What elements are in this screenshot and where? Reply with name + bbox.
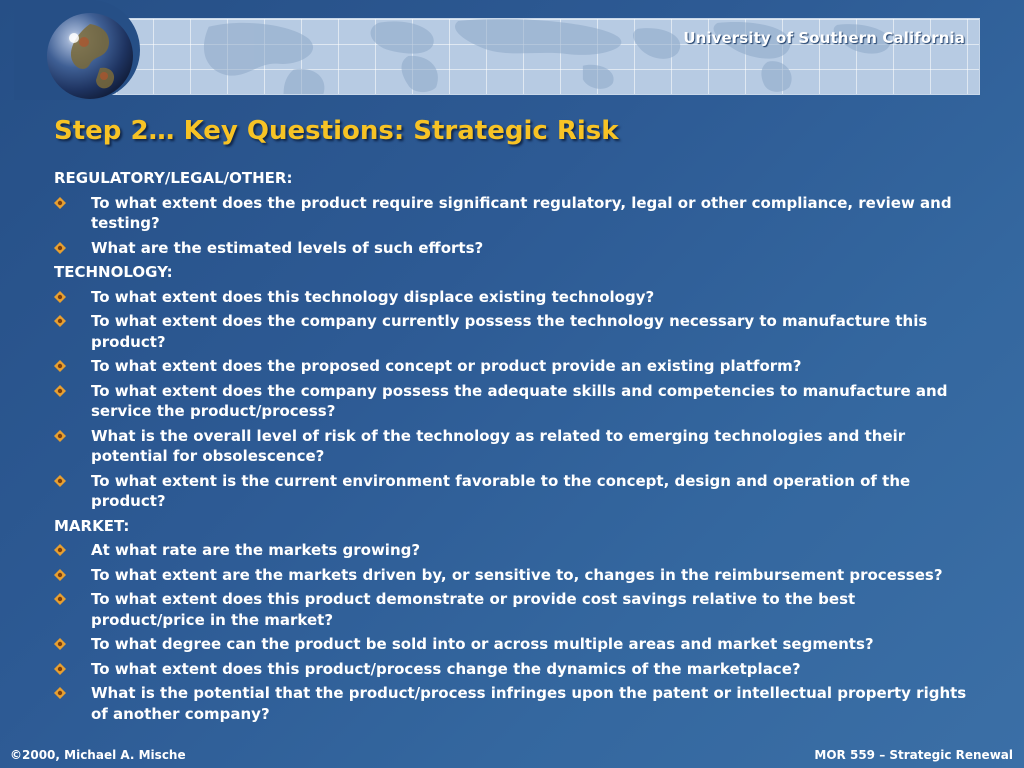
slide-content [54, 168, 974, 728]
globe-icon [46, 12, 134, 100]
bullet-item [54, 565, 974, 586]
bullet-text: To what extent does this product/process change the dynamics of the marketplace? [91, 659, 801, 678]
orange-diamond-bullet-icon [54, 430, 66, 442]
orange-diamond-bullet-icon [54, 242, 66, 254]
bullet-text: To what extent does the proposed concept or product provide an existing platform? [91, 357, 802, 375]
orange-diamond-bullet-icon [54, 360, 66, 372]
university-name: University of Southern California [683, 29, 965, 47]
orange-diamond-bullet-icon [54, 663, 66, 675]
section-heading-technology: TECHNOLOGY: [54, 263, 173, 281]
bullet-item [54, 238, 974, 259]
bullet-text: To what extent does this product demonstrate or provide cost savings relative to the best product/price in the market? [91, 590, 856, 629]
orange-diamond-bullet-icon [54, 197, 66, 209]
bullet-text: What is the overall level of risk of the technology as related to emerging technologies and their potential for obsolescence? [91, 426, 906, 465]
bullet-text: To what extent does the company currently possess the technology necessary to manufacture this product? [91, 312, 928, 351]
bullet-item [54, 659, 974, 680]
bullet-item [54, 471, 974, 512]
bullet-item [54, 540, 974, 561]
bullet-text: To what extent does the company possess the adequate skills and competencies to manufacture and service the product/process? [91, 381, 948, 420]
orange-diamond-bullet-icon [54, 593, 66, 605]
bullet-text: To what degree can the product be sold into or across multiple areas and market segments? [91, 635, 874, 653]
bullet-item [54, 634, 974, 655]
footer-course: MOR 559 – Strategic Renewal [814, 748, 1013, 762]
bullet-text: What is the potential that the product/process infringes upon the patent or intellectual property rights of another company? [91, 684, 967, 723]
section-heading-market: MARKET: [54, 516, 130, 535]
bullet-text: At what rate are the markets growing? [91, 541, 421, 559]
bullet-item [54, 683, 974, 724]
bullet-item [54, 589, 974, 630]
orange-diamond-bullet-icon [54, 687, 66, 699]
globe-badge [14, 0, 140, 100]
bullet-text: What are the estimated levels of such efforts? [91, 238, 484, 257]
orange-diamond-bullet-icon [54, 385, 66, 397]
orange-diamond-bullet-icon [54, 544, 66, 556]
header-banner [78, 18, 980, 95]
bullet-item [54, 287, 974, 308]
orange-diamond-bullet-icon [54, 475, 66, 487]
slide-title: Step 2… Key Questions: Strategic Risk [54, 116, 619, 146]
bullet-text: To what extent does the product require significant regulatory, legal or other compliance, review and testing? [91, 193, 952, 232]
bullet-text: To what extent is the current environment favorable to the concept, design and operation of the product? [91, 471, 911, 510]
orange-diamond-bullet-icon [54, 569, 66, 581]
orange-diamond-bullet-icon [54, 315, 66, 327]
bullet-item [54, 356, 974, 377]
bullet-item [54, 381, 974, 422]
orange-diamond-bullet-icon [54, 638, 66, 650]
bullet-text: To what extent does this technology displace existing technology? [91, 287, 655, 306]
orange-diamond-bullet-icon [54, 291, 66, 303]
bullet-item [54, 193, 974, 234]
footer-copyright: ©2000, Michael A. Mische [10, 748, 186, 762]
bullet-item [54, 426, 974, 467]
section-heading-regulatory: REGULATORY/LEGAL/OTHER: [54, 169, 293, 187]
bullet-item [54, 311, 974, 352]
bullet-text: To what extent are the markets driven by, or sensitive to, changes in the reimbursement processes? [91, 565, 943, 584]
